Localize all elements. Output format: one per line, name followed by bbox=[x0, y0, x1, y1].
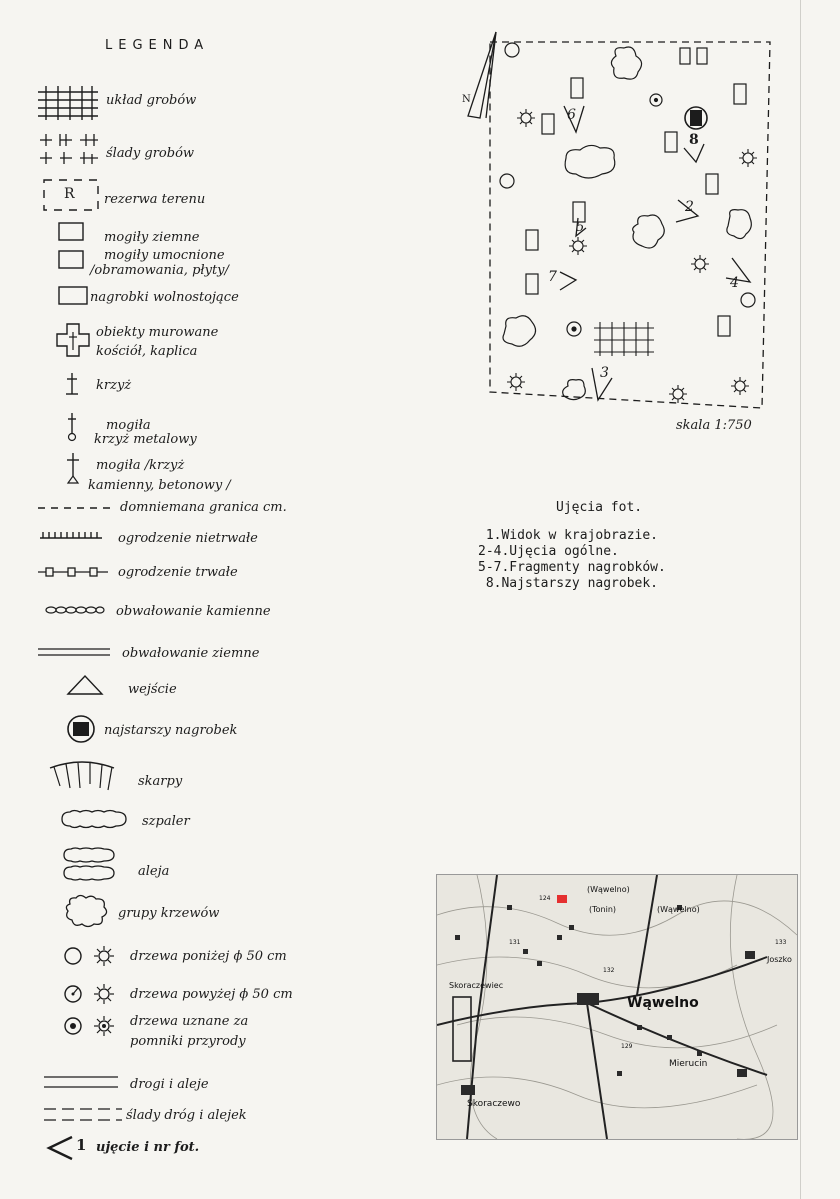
legend-label-drzewa-ponizej: drzewa poniżej ϕ 50 cm bbox=[130, 949, 287, 964]
map-label-joszko: Joszko bbox=[767, 955, 792, 964]
oldest-headstone-marker bbox=[685, 107, 707, 129]
roads-symbol bbox=[44, 1074, 120, 1090]
legend-label-uklad: układ grobów bbox=[106, 93, 197, 108]
map-label-wawelno: Wąwelno bbox=[627, 995, 699, 1011]
temporary-fence-symbol bbox=[40, 530, 104, 540]
plan-photo-8: 8 bbox=[689, 132, 699, 148]
legend-label-nagrobki: nagrobki wolnostojące bbox=[90, 290, 239, 305]
plan-photo-5: 5 bbox=[576, 220, 585, 235]
page-edge-line bbox=[800, 0, 801, 1199]
legend-label-slady: ślady grobów bbox=[106, 146, 195, 161]
hedge-row-symbol bbox=[58, 808, 132, 830]
cemetery-location-marker bbox=[557, 895, 567, 903]
legend-label-drogi: drogi i aleje bbox=[130, 1077, 209, 1092]
photo-view-arrow-symbol bbox=[46, 1134, 76, 1162]
legend-label-granica: domniemana granica cm. bbox=[120, 500, 287, 515]
cemetery-plan bbox=[458, 28, 778, 418]
location-map bbox=[436, 874, 798, 1140]
graves bbox=[526, 48, 746, 336]
legend-label-wejscie: wejście bbox=[128, 682, 177, 697]
shrub-group-symbol bbox=[62, 894, 112, 930]
legend-label-mogila-kamien: mogiła /krzyż bbox=[96, 458, 185, 473]
map-height-131: 131 bbox=[509, 939, 521, 946]
map-height-133: 133 bbox=[775, 939, 787, 946]
legend-label-mogila-kamien-2: kamienny, betonowy / bbox=[88, 478, 231, 493]
metal-cross-grave-symbol bbox=[64, 412, 80, 442]
plan-photo-4: 4 bbox=[730, 275, 739, 291]
large-trees bbox=[567, 94, 662, 336]
legend-label-mogila-metal-2: krzyż metalowy bbox=[94, 432, 197, 447]
escarpment-symbol bbox=[46, 758, 118, 794]
oldest-headstone-symbol bbox=[66, 714, 96, 744]
tree-small-symbol bbox=[62, 944, 124, 968]
tree-monument-symbol bbox=[62, 1014, 124, 1038]
shrubs bbox=[503, 47, 751, 400]
earth-grave-symbol bbox=[58, 222, 84, 242]
map-label-skoraczewo: Skoraczewo bbox=[467, 1099, 521, 1109]
church-chapel-symbol bbox=[55, 322, 91, 358]
tree-large-symbol bbox=[62, 982, 124, 1006]
legend-label-ujecie: ujęcie i nr fot. bbox=[96, 1140, 200, 1155]
legend-label-krzewy: grupy krzewów bbox=[118, 906, 220, 921]
map-label-wawelno-top: (Wąwelno) bbox=[587, 885, 630, 894]
photos-line-1: 1.Widok w krajobrazie. bbox=[478, 528, 659, 543]
reinforced-grave-symbol bbox=[58, 250, 84, 270]
legend-label-drzewa-pomniki: drzewa uznane za bbox=[130, 1014, 249, 1029]
photo-arrows bbox=[560, 106, 750, 400]
photos-line-4: 8.Najstarszy nagrobek. bbox=[478, 576, 659, 591]
legend-label-krzyz: krzyż bbox=[96, 378, 132, 393]
avenue-symbol bbox=[60, 846, 120, 882]
photos-line-2: 2-4.Ujęcia ogólne. bbox=[478, 544, 619, 559]
legend-label-aleja: aleja bbox=[138, 864, 170, 879]
plan-photo-3: 3 bbox=[600, 365, 609, 381]
map-height-129: 129 bbox=[621, 1043, 633, 1050]
legend-label-drzewa-pomniki-2: pomniki przyrody bbox=[130, 1034, 246, 1049]
legend-label-obw-ziemne: obwałowanie ziemne bbox=[122, 646, 260, 661]
plan-grave-grid bbox=[594, 322, 654, 356]
entrance-triangle-symbol bbox=[66, 674, 104, 696]
map-label-skoraczewiec: Skoraczewiec bbox=[449, 981, 504, 990]
legend-label-najstarszy: najstarszy nagrobek bbox=[104, 723, 238, 738]
plan-scale: skala 1:750 bbox=[676, 418, 752, 433]
photos-title: Ujęcia fot. bbox=[556, 500, 643, 515]
boundary-dashed-symbol bbox=[38, 505, 110, 511]
headstone-symbol bbox=[58, 286, 88, 306]
legend-label-ogr-trwale: ogrodzenie trwałe bbox=[118, 565, 238, 580]
legend-label-skarpy: skarpy bbox=[138, 774, 183, 789]
trees-spiky bbox=[507, 109, 757, 403]
map-label-wawelno-right: (Wąwelno) bbox=[657, 905, 700, 914]
legend-label-szpaler: szpaler bbox=[142, 814, 190, 829]
legend-label-mogila-metal: mogiła bbox=[106, 418, 151, 433]
legend-label-mogily-umocnione-2: /obramowania, płyty/ bbox=[90, 263, 229, 278]
grave-traces-symbol bbox=[38, 132, 102, 168]
grave-grid-symbol bbox=[38, 84, 100, 122]
legend-label-obiekty-2: kościół, kaplica bbox=[96, 344, 198, 359]
map-height-132: 132 bbox=[603, 967, 615, 974]
legend-label-mogily-umocnione: mogiły umocnione bbox=[104, 248, 225, 263]
plan-photo-7: 7 bbox=[548, 269, 557, 285]
legend-label-drzewa-powyzej: drzewa powyżej ϕ 50 cm bbox=[130, 987, 293, 1002]
legend-label-obw-kamienne: obwałowanie kamienne bbox=[116, 604, 271, 619]
plan-photo-2: 2 bbox=[685, 199, 694, 215]
earth-embankment-symbol bbox=[38, 646, 112, 658]
reserve-letter: R bbox=[64, 186, 75, 202]
cross-symbol bbox=[64, 372, 80, 396]
road-traces-symbol bbox=[44, 1106, 124, 1124]
small-trees bbox=[500, 43, 755, 307]
legend-label-rezerwa: rezerwa terenu bbox=[104, 192, 206, 207]
plan-photo-6: 6 bbox=[567, 107, 576, 123]
photo-view-number: 1 bbox=[76, 1136, 87, 1154]
legend-label-slady-drog: ślady dróg i alejek bbox=[126, 1108, 247, 1123]
legend-label-obiekty: obiekty murowane bbox=[96, 325, 219, 340]
north-label: N bbox=[462, 94, 471, 105]
legend-label-ogr-nietrwale: ogrodzenie nietrwałe bbox=[118, 531, 258, 546]
stone-cross-grave-symbol bbox=[64, 452, 82, 486]
permanent-fence-symbol bbox=[38, 566, 110, 578]
map-label-tonin: (Tonin) bbox=[589, 905, 617, 914]
legend-label-mogily-ziemne: mogiły ziemne bbox=[104, 230, 200, 245]
map-label-mierucin: Mierucin bbox=[669, 1059, 708, 1069]
legend-title: LEGENDA bbox=[105, 38, 210, 53]
stone-embankment-symbol bbox=[44, 604, 106, 616]
map-height-124: 124 bbox=[539, 895, 551, 902]
north-arrow-icon bbox=[468, 32, 496, 118]
photos-line-3: 5-7.Fragmenty nagrobków. bbox=[478, 560, 666, 575]
